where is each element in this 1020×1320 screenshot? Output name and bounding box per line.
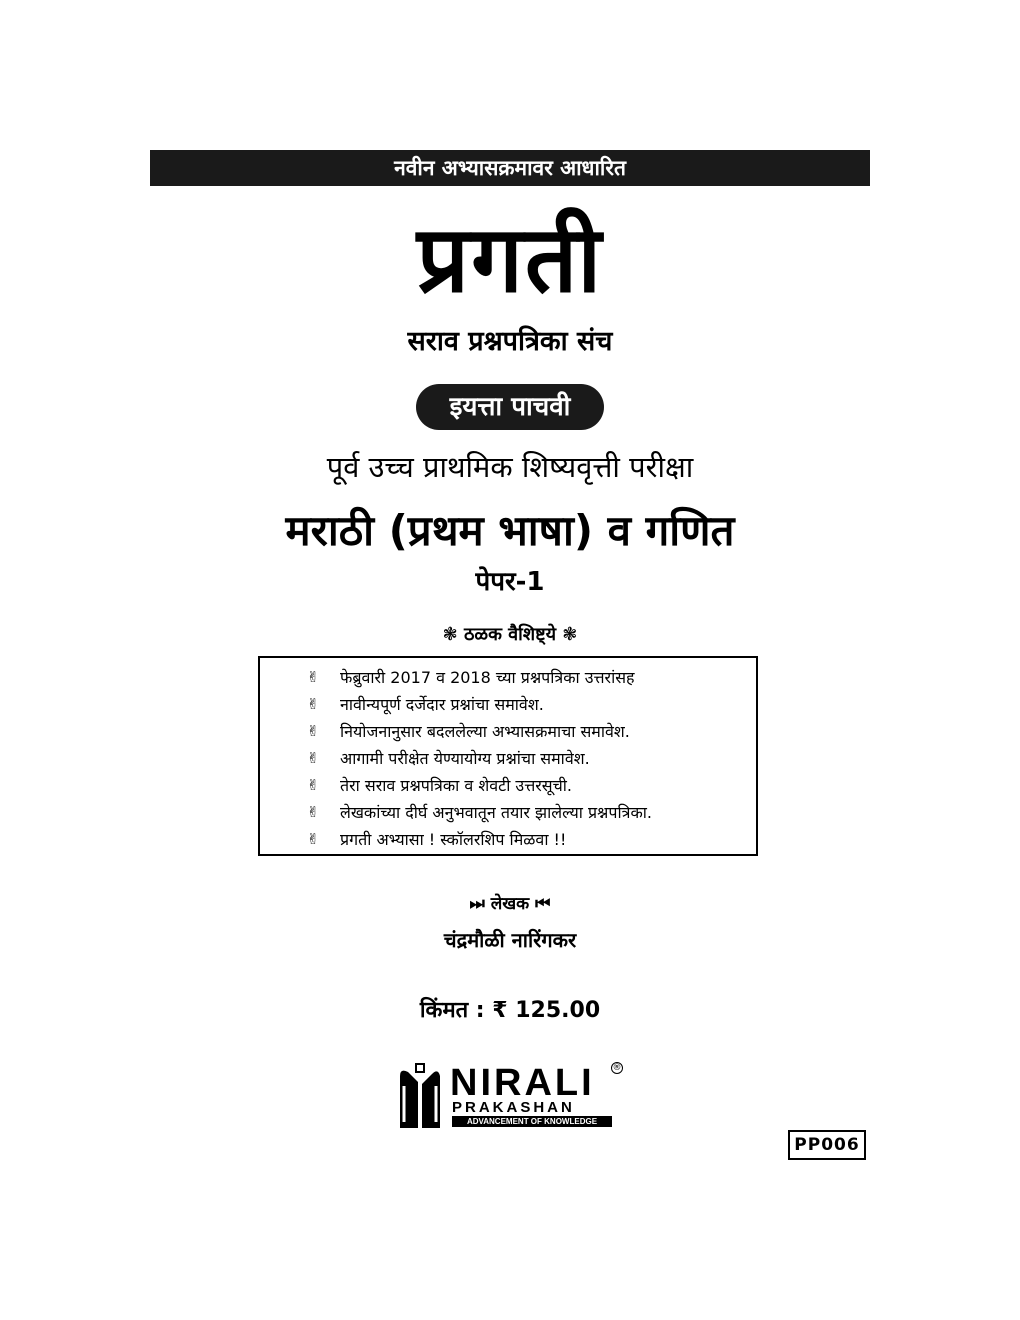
feature-text: तेरा सराव प्रश्नपत्रिका व शेवटी उत्तरसूची. (340, 775, 573, 795)
victory-hand-icon: ✌ (306, 775, 320, 794)
publisher-emblem-icon (396, 1062, 456, 1130)
trademark-icon: ® (612, 1063, 622, 1073)
paper-label: पेपर-1 (475, 567, 545, 597)
feature-item (260, 663, 756, 690)
victory-hand-icon: ✌ (306, 802, 320, 821)
feature-item (260, 798, 756, 825)
product-code: PP006 (788, 1130, 866, 1160)
author-heading: ⏭ लेखक ⏮ (469, 894, 551, 914)
victory-hand-icon: ✌ (306, 748, 320, 767)
feature-text: आगामी परीक्षेत येण्यायोग्य प्रश्नांचा समावेश. (340, 748, 590, 768)
feature-text: लेखकांच्या दीर्घ अनुभवातून तयार झालेल्या प्रश्नपत्रिका. (340, 802, 652, 822)
book-subtitle: सराव प्रश्नपत्रिका संच (407, 326, 613, 357)
feature-item (260, 690, 756, 717)
book-title: प्रगती (416, 206, 604, 313)
price: किंमत : ₹ 125.00 (419, 998, 601, 1023)
publisher-name: NIRALI (450, 1062, 595, 1104)
features-box (258, 656, 758, 856)
subject-title: मराठी (प्रथम भाषा) व गणित (285, 506, 735, 555)
grade-badge-wrap (0, 384, 1020, 430)
publisher-sub: PRAKASHAN (452, 1099, 575, 1116)
feature-text: नियोजनानुसार बदललेल्या अभ्यासक्रमाचा समावेश. (340, 721, 630, 741)
publisher-tagline: ADVANCEMENT OF KNOWLEDGE (452, 1116, 612, 1127)
victory-hand-icon: ✌ (306, 829, 320, 848)
victory-hand-icon: ✌ (306, 694, 320, 713)
feature-item (260, 825, 756, 852)
victory-hand-icon: ✌ (306, 667, 320, 686)
grade-badge: इयत्ता पाचवी (416, 384, 605, 430)
features-heading: ❃ ठळक वैशिष्ट्ये ❃ (442, 624, 578, 645)
author-name: चंद्रमौळी नारिंगकर (443, 928, 577, 952)
feature-item (260, 717, 756, 744)
feature-text: नावीन्यपूर्ण दर्जेदार प्रश्नांचा समावेश. (340, 694, 544, 714)
victory-hand-icon: ✌ (306, 721, 320, 740)
feature-item (260, 744, 756, 771)
feature-text: फेब्रुवारी 2017 व 2018 च्या प्रश्नपत्रिका उत्तरांसह (340, 667, 635, 687)
top-banner: नवीन अभ्यासक्रमावर आधारित (150, 150, 870, 186)
exam-name: पूर्व उच्च प्राथमिक शिष्यवृत्ती परीक्षा (326, 450, 694, 484)
feature-item (260, 771, 756, 798)
feature-text: प्रगती अभ्यासा ! स्कॉलरशिप मिळवा !! (340, 829, 567, 849)
publisher-logo (396, 1062, 626, 1130)
